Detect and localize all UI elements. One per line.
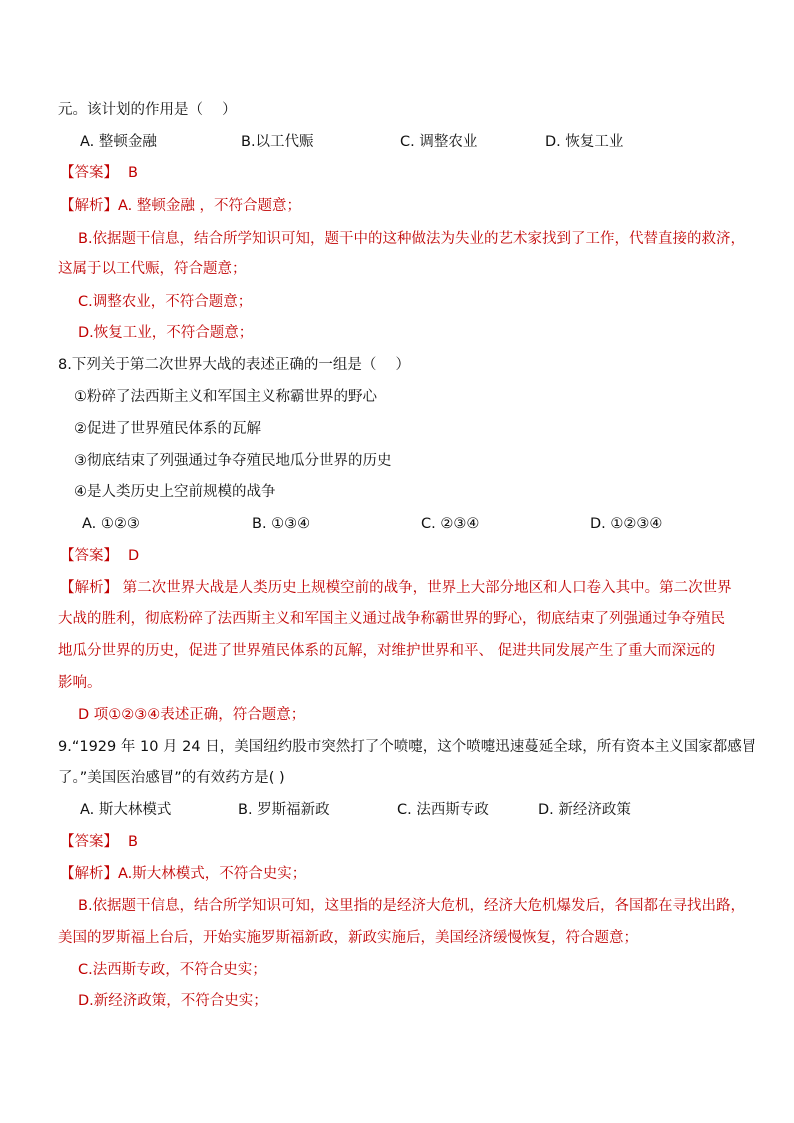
q8-item-1: ①粉碎了法西斯主义和军国主义称霸世界的野心 (74, 389, 377, 405)
analysis-text: 第二次世界大战是人类历史上规模空前的战争，世界上大部分地区和人口卷入其中。第二次世界 (118, 580, 732, 596)
analysis-text: A. 整顿金融 ，不符合题意； (118, 198, 301, 214)
q8-item-4: ④是人类历史上空前规模的战争 (74, 484, 276, 500)
answer-tag: 【答案】 (60, 548, 118, 564)
q7-analysis-line-3: 这属于以工代赈，符合题意； (58, 261, 247, 277)
q8-option-c: C. ②③④ (421, 516, 480, 532)
q7-analysis-line-2: B.依据题干信息，结合所学知识可知，题干中的这种做法为失业的艺术家找到了工作，代替直接的救济， (78, 231, 746, 247)
answer-value: B (128, 165, 138, 181)
q7-analysis-line-1 (60, 196, 301, 216)
q8-analysis-line-3: 地瓜分世界的历史，促进了世界殖民体系的瓦解，对维护世界和平、 促进共同发展产生了重大而深远的 (58, 643, 716, 659)
q9-analysis-line-1 (60, 864, 306, 884)
q8-analysis-line-4: 影响。 (58, 675, 102, 691)
analysis-tag: 【解析】 (60, 580, 118, 596)
q8-analysis-line-1 (60, 578, 732, 598)
q9-answer-line (60, 832, 138, 852)
q8-answer-line (60, 546, 139, 566)
q8-item-2: ②促进了世界殖民体系的瓦解 (74, 421, 261, 437)
q7-stem-tail: 元。该计划的作用是（ ） (58, 102, 237, 118)
q8-option-a: A. ①②③ (82, 516, 140, 532)
q8-stem: 8.下列关于第二次世界大战的表述正确的一组是（ ） (58, 357, 410, 373)
q7-option-d: D. 恢复工业 (545, 134, 624, 150)
answer-value: B (128, 834, 138, 850)
q9-option-a: A. 斯大林模式 (80, 802, 172, 818)
q8-item-3: ③彻底结束了列强通过争夺殖民地瓜分世界的历史 (74, 453, 392, 469)
q8-option-d: D. ①②③④ (590, 516, 663, 532)
q7-option-c: C. 调整农业 (400, 134, 478, 150)
q7-analysis-line-5: D.恢复工业，不符合题意； (78, 325, 254, 341)
analysis-text: A.斯大林模式，不符合史实； (118, 866, 307, 882)
q9-analysis-line-2: B.依据题干信息，结合所学知识可知，这里指的是经济大危机，经济大危机爆发后，各国都在寻找出路， (78, 898, 746, 914)
q9-option-d: D. 新经济政策 (538, 802, 631, 818)
q9-option-c: C. 法西斯专政 (397, 802, 489, 818)
q9-analysis-line-3: 美国的罗斯福上台后，开始实施罗斯福新政，新政实施后，美国经济缓慢恢复，符合题意； (58, 930, 638, 946)
q9-analysis-line-5: D.新经济政策，不符合史实； (78, 993, 268, 1009)
q7-answer-line (60, 163, 138, 183)
answer-tag: 【答案】 (60, 834, 118, 850)
answer-tag: 【答案】 (60, 165, 118, 181)
q8-option-b: B. ①③④ (252, 516, 311, 532)
q7-option-a: A. 整顿金融 (80, 134, 157, 150)
q9-option-b: B. 罗斯福新政 (238, 802, 330, 818)
q9-stem-line-2: 了。”美国医治感冒”的有效药方是( ) (58, 770, 285, 786)
q8-analysis-line-5: D 项①②③④表述正确，符合题意； (78, 707, 306, 723)
q7-analysis-line-4: C.调整农业，不符合题意； (78, 294, 253, 310)
answer-value: D (128, 548, 140, 564)
analysis-tag: 【解析】 (60, 198, 118, 214)
q9-stem-line-1: 9.“1929 年 10 月 24 日，美国纽约股市突然打了个喷嚏，这个喷嚏迅速蔓延全球，所有资本主义国家都感冒 (58, 739, 757, 755)
q9-analysis-line-4: C.法西斯专政，不符合史实； (78, 962, 267, 978)
analysis-tag: 【解析】 (60, 866, 118, 882)
q7-option-b: B.以工代赈 (241, 134, 314, 150)
q8-analysis-line-2: 大战的胜利，彻底粉碎了法西斯主义和军国主义通过战争称霸世界的野心，彻底结束了列强通过争夺殖民 (58, 611, 725, 627)
